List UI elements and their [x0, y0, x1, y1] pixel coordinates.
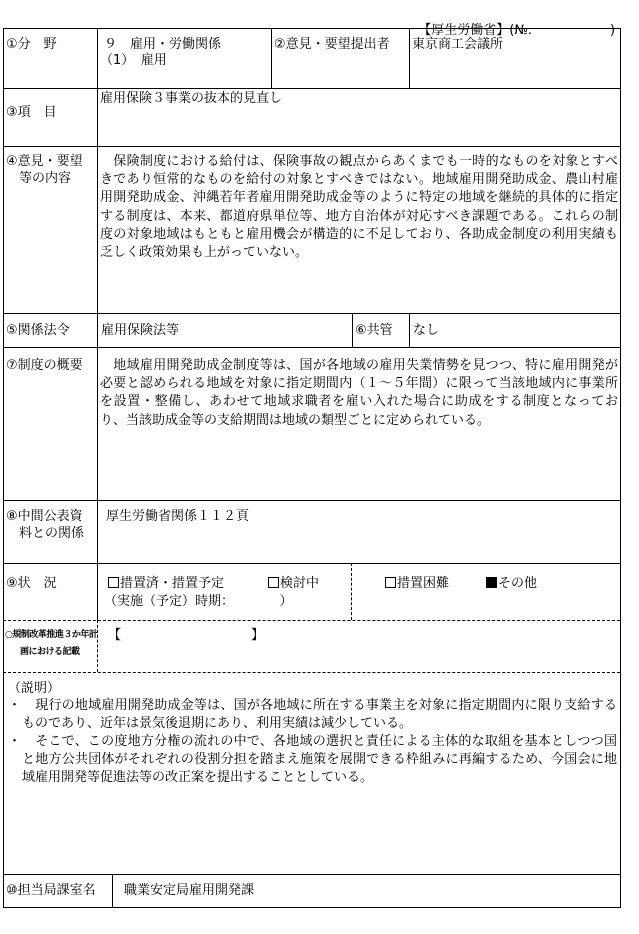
explanation-bullet: そこで、この度地方分権の流れの中で、各地域の選択と責任による主体的な取組を基本としつつ国と地方公共団体がそれぞれの役割分担を踏まえ施策を展開できる枠組みに再編するため、今国会に地域雇用開発等促進法等の改正案を提出することとしている。: [22, 734, 617, 786]
status-option-other[interactable]: その他: [486, 575, 537, 593]
number-close: ): [610, 23, 616, 38]
border: [3, 500, 620, 501]
border: [3, 28, 620, 29]
border: [3, 907, 620, 908]
bullet-mark: ・: [8, 734, 22, 749]
joint-value: なし: [413, 323, 440, 338]
status-option-difficult[interactable]: 措置困難: [385, 575, 449, 593]
field-label: ①分 野: [6, 37, 57, 52]
bullet-mark: ・: [8, 698, 22, 713]
border: [271, 28, 272, 88]
interim-value: 厚生労働省関係１１２頁: [106, 509, 250, 524]
plan-label-line2: 画における記載: [20, 647, 80, 657]
department-label: ⑩担当局課室名: [6, 883, 96, 898]
border: [3, 563, 620, 564]
border: [3, 88, 620, 89]
submitter-label: ②意見・要望提出者: [274, 37, 390, 52]
explanation-heading: （説明）: [8, 681, 61, 696]
border: [3, 347, 620, 348]
border: [351, 563, 352, 620]
request-label-line1: ④意見・要望: [6, 154, 83, 169]
checkbox-checked-icon: [486, 577, 497, 588]
border: [112, 874, 113, 907]
interim-label-line2: 料との関係: [19, 526, 85, 541]
request-label-line2: 等の内容: [19, 171, 72, 186]
border: [409, 28, 410, 88]
request-content: 保険制度における給付は、保険事故の観点からあくまでも一時的なものを対象とすべきであり恒常的なものを給付の対象とすべきではない。地域雇用開発助成金、農山村雇用開発助成金、沖縄若年者雇用開発助成金等のように特定の地域を継続的具体的に指定する制度は、本来、都道府県単位等、地方自治体が対応すべき課題である。これらの制度の対象地域はもともと雇用機会が構造的に不足しており、各助成金制度の利用実績も乏しく政策効果も上がっていない。: [100, 154, 618, 261]
checkbox-icon: [108, 577, 119, 588]
border: [3, 672, 620, 673]
checkbox-icon: [385, 577, 396, 588]
overview-label: ⑦制度の概要: [6, 358, 83, 373]
explanation-bullet: 現行の地域雇用開発助成金等は、国が各地域に所在する事業主を対象に指定期間内に限り支給するものであり、近年は景気後退期にあり、利用実績は減少している。: [22, 698, 617, 732]
department-value: 職業安定局雇用開発課: [124, 883, 255, 898]
document-header: [410, 4, 615, 38]
border: [3, 620, 620, 621]
border: [3, 146, 620, 147]
border: [620, 28, 621, 908]
ministry-label: 【厚生労働省】: [418, 23, 510, 38]
interim-label-line1: ⑧中間公表資: [6, 509, 83, 524]
border: [352, 313, 353, 347]
border: [97, 28, 98, 620]
border: [3, 313, 620, 314]
checkbox-icon: [268, 577, 279, 588]
plan-value: 【 】: [108, 628, 265, 643]
overview-content: 地域雇用開発助成金制度等は、国が各地域の雇用失業情勢を見つつ、特に雇用開発が必要と認められる地域を対象に指定期間内（１～５年間）に限って当該地域内に事業所を設置・整備し、あわせて地域求職者を雇い入れた場合に助成をする制度となっており、当該助成金等の支給期間は地域の類型ごとに定められている。: [100, 358, 618, 428]
submitter-value: 東京商工会議所: [412, 37, 504, 52]
status-option-considering[interactable]: 検討中: [268, 575, 319, 593]
field-value-line2: （1） 雇用: [100, 53, 167, 68]
border: [409, 313, 410, 347]
law-label: ⑤関係法令: [6, 323, 70, 338]
joint-label: ⑥共管: [355, 323, 393, 338]
status-option-implemented[interactable]: 措置済・措置予定: [108, 575, 224, 593]
border: [3, 28, 4, 908]
status-schedule: （実施（予定）時期： ）: [104, 594, 293, 609]
item-label: ③項 目: [6, 105, 57, 120]
number-label: (№.: [509, 23, 533, 38]
item-value: 雇用保険３事業の抜本的見直し: [100, 91, 283, 106]
border: [3, 874, 620, 875]
plan-label-line1: ○規制改革推進３か年計: [5, 630, 98, 640]
field-value-line1: ９ 雇用・労働関係: [104, 37, 222, 52]
law-value: 雇用保険法等: [101, 323, 180, 338]
status-label: ⑨状 況: [6, 576, 57, 591]
